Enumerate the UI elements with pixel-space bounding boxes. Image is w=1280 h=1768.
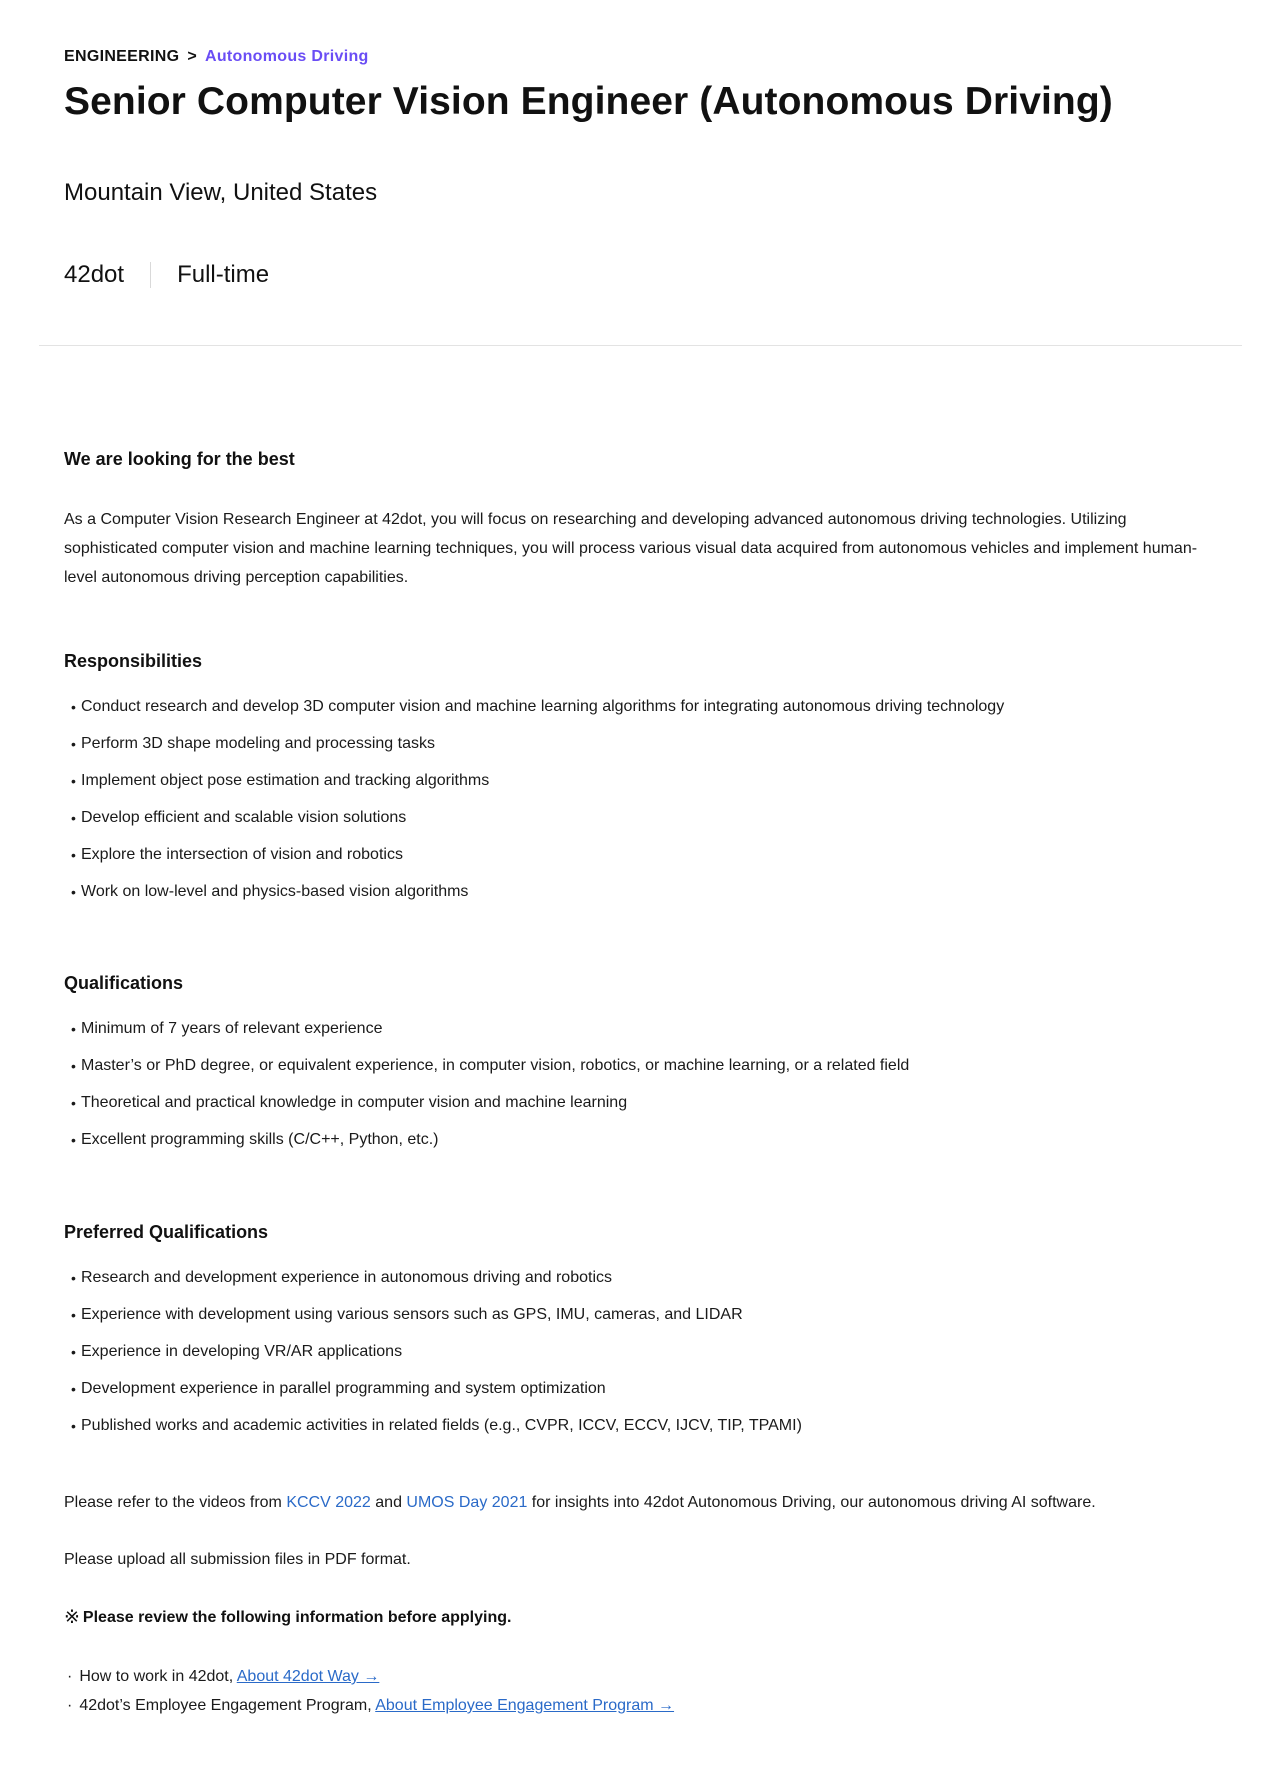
list-item: · How to work in 42dot, About 42dot Way → — [67, 1668, 380, 1685]
list-item: • Excellent programming skills (C/C++, Python, etc.) — [71, 1121, 909, 1158]
bullet-dot: • — [71, 847, 76, 863]
about-employee-engagement-program-link[interactable]: About Employee Engagement Program → — [375, 1697, 675, 1714]
list-item: • Master’s or PhD degree, or equivalent experience, in computer vision, robotics, or machine learning, or a related field — [71, 1047, 909, 1084]
upload-note: Please upload all submission files in PDF format. — [64, 1551, 411, 1568]
qualifications-list — [71, 1010, 909, 1158]
bullet-dot: • — [71, 736, 76, 752]
list-item: • Develop efficient and scalable vision solutions — [71, 799, 1004, 836]
breadcrumb-autonomous-driving[interactable]: Autonomous Driving — [204, 48, 369, 65]
umos-day-2021-link[interactable]: UMOS Day 2021 — [406, 1494, 528, 1511]
preferred-qualifications-list — [71, 1259, 802, 1444]
bullet-dot: • — [71, 1058, 76, 1074]
preferred-qualifications-heading: Preferred Qualifications — [64, 1222, 269, 1242]
kccv-2022-link[interactable]: KCCV 2022 — [286, 1494, 371, 1511]
bullet-dot: • — [71, 773, 76, 789]
about-42dot-way-link[interactable]: About 42dot Way → — [236, 1668, 380, 1685]
responsibilities-list — [71, 688, 1004, 910]
breadcrumb-separator: > — [187, 48, 197, 65]
list-item: • Published works and academic activities in related fields (e.g., CVPR, ICCV, ECCV, IJCV, TIP, TPAMI) — [71, 1407, 802, 1444]
list-item: · 42dot’s Employee Engagement Program, About Employee Engagement Program → — [67, 1697, 675, 1714]
intro-paragraph: As a Computer Vision Research Engineer at 42dot, you will focus on researching and developing advanced autonomous driving technologies. Utilizing sophisticated computer vision and machine learning techniques, you will process various visual data acquired from autonomous vehicles and implement human-level autonomous driving perception capabilities. — [64, 511, 1198, 586]
videos-note: Please refer to the videos from KCCV 2022 and UMOS Day 2021 for insights into 42dot Autonomous Driving, our autonomous driving AI software. — [64, 1494, 1096, 1511]
list-item: • Research and development experience in autonomous driving and robotics — [71, 1259, 802, 1296]
bullet-dot: • — [71, 699, 76, 715]
review-note: ※ Please review the following information before applying. — [64, 1607, 512, 1628]
bullet-dot: • — [71, 1418, 76, 1434]
breadcrumb — [64, 48, 369, 66]
info-links-list — [67, 1662, 674, 1720]
intro-heading: We are looking for the best — [64, 449, 295, 469]
breadcrumb-engineering[interactable]: ENGINEERING — [64, 48, 180, 65]
list-item: • Theoretical and practical knowledge in computer vision and machine learning — [71, 1084, 909, 1121]
middle-dot: · — [67, 1668, 73, 1685]
list-item: • Explore the intersection of vision and robotics — [71, 836, 1004, 873]
list-item: • Experience in developing VR/AR applications — [71, 1333, 802, 1370]
list-item: • Experience with development using various sensors such as GPS, IMU, cameras, and LIDAR — [71, 1296, 802, 1333]
job-location: Mountain View, United States — [64, 179, 378, 206]
list-item: • Development experience in parallel programming and system optimization — [71, 1370, 802, 1407]
list-item: • Conduct research and develop 3D computer vision and machine learning algorithms for integrating autonomous driving technology — [71, 688, 1004, 725]
bullet-dot: • — [71, 1381, 76, 1397]
middle-dot: · — [67, 1697, 73, 1714]
list-item: • Work on low-level and physics-based vision algorithms — [71, 873, 1004, 910]
reference-mark-icon: ※ — [64, 1607, 80, 1628]
company-name: 42dot — [64, 261, 125, 288]
responsibilities-heading: Responsibilities — [64, 651, 203, 671]
bullet-dot: • — [71, 1021, 76, 1037]
list-item: • Minimum of 7 years of relevant experience — [71, 1010, 909, 1047]
bullet-dot: • — [71, 1095, 76, 1111]
qualifications-heading: Qualifications — [64, 973, 184, 993]
bullet-dot: • — [71, 1132, 76, 1148]
bullet-dot: • — [71, 1344, 76, 1360]
job-meta — [64, 261, 269, 289]
bullet-dot: • — [71, 1307, 76, 1323]
list-item: • Implement object pose estimation and tracking algorithms — [71, 762, 1004, 799]
bullet-dot: • — [71, 884, 76, 900]
meta-divider — [150, 262, 151, 288]
bullet-dot: • — [71, 1270, 76, 1286]
header-divider — [39, 345, 1242, 346]
page-title: Senior Computer Vision Engineer (Autonomous Driving) — [64, 80, 1113, 123]
bullet-dot: • — [71, 810, 76, 826]
employment-type: Full-time — [177, 261, 270, 288]
list-item: • Perform 3D shape modeling and processing tasks — [71, 725, 1004, 762]
